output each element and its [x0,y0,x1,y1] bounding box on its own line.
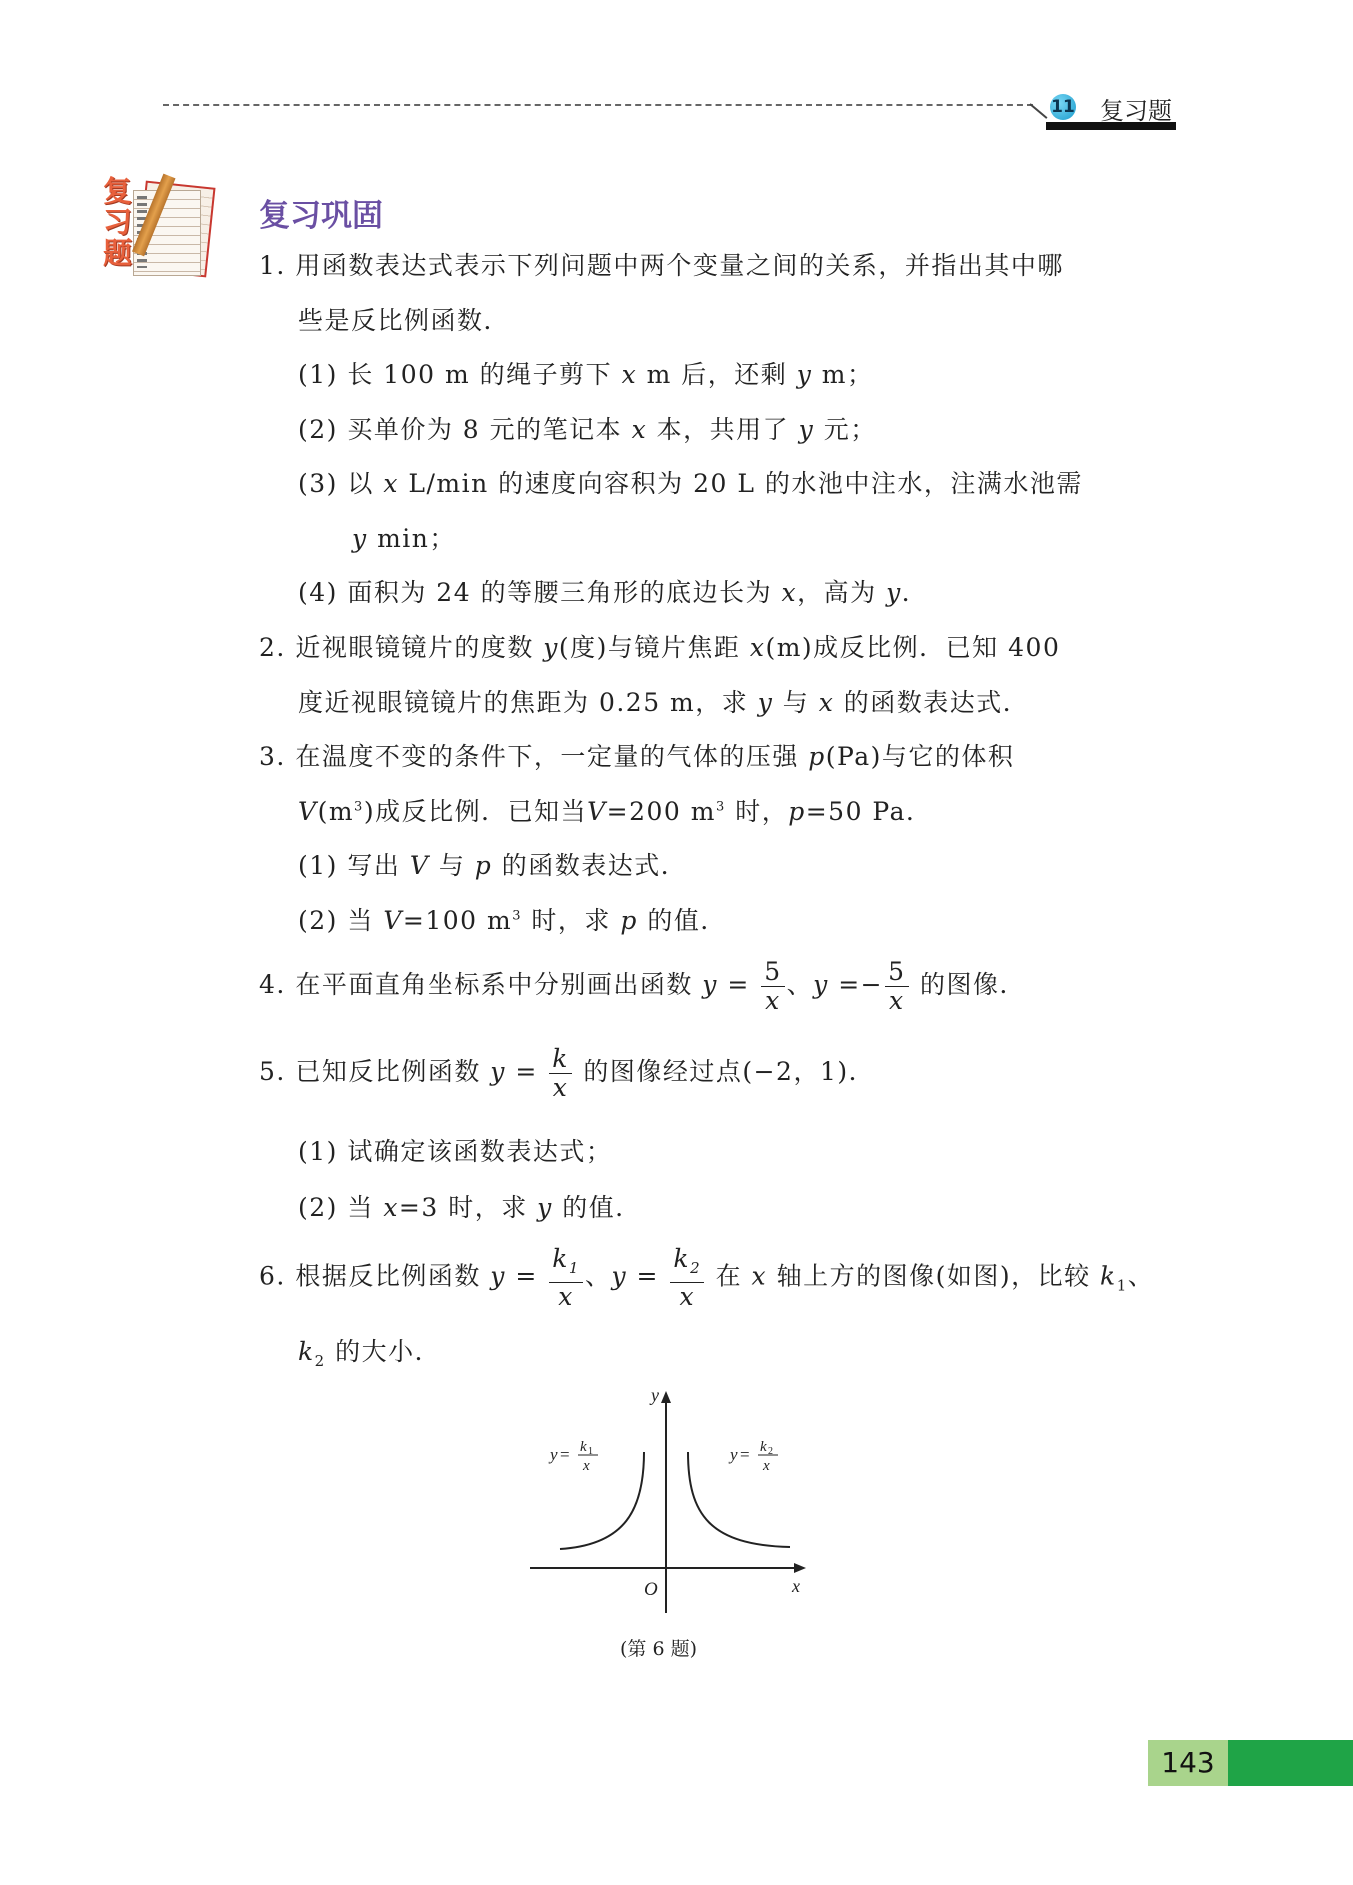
left-label-num: k [580,1439,587,1455]
left-label-den: x [583,1458,590,1474]
right-label-num: k [760,1439,767,1455]
text: 的图像． [910,970,1026,999]
problem-2-line-2 [298,683,1029,719]
var-y: y [813,970,829,999]
text: 元； [814,415,877,444]
problem-1-sub-2 [298,410,877,446]
text: 时，求 [521,906,621,935]
right-label-y: y [730,1445,738,1464]
text: 本，共用了 [647,415,799,444]
text: (m)成反比例．已知 400 [765,633,1061,662]
var-k: k [298,1337,315,1366]
text: =200 m [606,797,716,826]
text: (3) 以 [298,469,384,498]
var-p: p [788,797,806,826]
left-label-sub: 1 [588,1446,593,1457]
problem-3-line-1 [259,737,1014,773]
text: =100 m [402,906,513,935]
numerator: 5 [885,958,908,987]
problem-1-sub-1 [298,355,874,391]
text: 的函数表达式． [492,851,688,880]
problem-6-line-1 [259,1245,1154,1311]
text: 与 [429,851,475,880]
separator: 、 [584,1261,612,1291]
text: (m [317,797,355,826]
var-x: x [751,1261,768,1291]
var-p: p [474,851,493,880]
fraction [761,958,784,1015]
fraction [549,1045,572,1102]
numerator [670,1245,704,1283]
text: L/min 的速度向容积为 20 L 的水池中注水，注满水池需 [398,469,1083,498]
problem-3-sub-2 [298,901,727,937]
section-heading: 复习巩固 [259,198,383,234]
denominator: x [679,1282,696,1311]
chapter-title: 复习题 [1100,97,1172,125]
text: 轴上方的图像(如图)，比较 [767,1261,1101,1291]
problem-3-sub-1 [298,846,687,882]
subscript: 1 [568,1259,580,1277]
var-y: y [796,360,813,389]
var-y: y [352,524,368,553]
numerator: 5 [761,958,784,987]
text: (2) 当 [298,1193,384,1222]
text: 的函数表达式． [834,688,1030,717]
var-V: V [587,797,607,826]
separator: 、 [786,970,814,999]
text: min； [367,524,456,553]
text: 与 [773,688,819,717]
problem-3-line-2 [298,792,933,828]
var-y: y [798,415,815,444]
equals-sign: = [627,1261,669,1291]
problem-number: 5. [259,1057,286,1086]
equals-sign: = [505,1261,548,1291]
curve-k1 [560,1452,644,1549]
equals-minus: =− [828,970,884,999]
var-y: y [543,633,559,662]
text: m； [812,360,874,389]
text: (1) 长 100 m 的绳子剪下 [298,360,622,389]
problem-number: 1. [259,251,286,280]
var-V: V [409,851,430,880]
problem-5 [259,1045,875,1102]
problem-text: 用函数表达式表示下列问题中两个变量之间的关系，并指出其中哪 [295,251,1064,280]
figure-svg [520,1385,820,1615]
origin-label: O [644,1579,658,1600]
denominator: x [765,986,781,1015]
subscript: 2 [690,1259,702,1277]
text: 在 [706,1261,752,1291]
var-y: y [702,970,718,999]
right-label-sub: 2 [768,1446,773,1457]
text: 在温度不变的条件下，一定量的气体的压强 [295,742,809,771]
denominator: x [558,1282,574,1311]
text: 、 [1127,1261,1155,1291]
var-y: y [757,688,774,717]
text: 的大小． [325,1337,442,1366]
right-label-den: x [763,1458,770,1474]
var-y: y [537,1193,553,1222]
k: k [673,1244,691,1273]
problem-5-sub-1 [298,1132,612,1168]
var-p: p [620,906,638,935]
k: k [552,1244,569,1273]
superscript: 3 [512,908,522,924]
superscript: 3 [354,799,364,815]
header-dashed-rule [163,104,1033,106]
text: (2) 当 [298,906,384,935]
problem-4 [259,958,1026,1015]
text: =3 时，求 [398,1193,538,1222]
var-V: V [383,906,403,935]
problem-number: 2. [259,633,286,662]
text: (1) 写出 [298,851,410,880]
text: 近视眼镜镜片的度数 [295,633,544,662]
denominator: x [889,986,905,1015]
text: 的值． [637,906,727,935]
var-y: y [490,1261,506,1291]
fraction [885,958,908,1015]
y-axis-label: y [651,1385,659,1405]
text: 在平面直角坐标系中分别画出函数 [295,970,703,999]
text: 根据反比例函数 [295,1261,491,1291]
problem-2-line-1 [259,628,1060,664]
text: (度)与镜片焦距 [558,633,750,662]
problem-6-line-2 [298,1332,441,1370]
denominator: x [552,1073,569,1102]
fraction [670,1245,704,1311]
equals-sign: = [717,970,760,999]
problem-text: 些是反比例函数． [298,306,511,335]
review-badge [103,176,233,286]
text: (1) 试确定该函数表达式； [298,1137,613,1166]
var-y: y [490,1057,506,1086]
subscript: 1 [1116,1276,1128,1295]
text: 度近视眼镜镜片的焦距为 0.25 m，求 [298,688,758,717]
y-axis-arrow-icon [661,1391,671,1403]
text: 时， [725,797,789,826]
problem-number: 4. [259,970,286,999]
problem-number: 6. [259,1261,286,1291]
x-axis-arrow-icon [794,1563,806,1573]
header-slant-line [1029,103,1047,119]
var-k: k [1100,1261,1117,1291]
curve-k2 [688,1452,790,1547]
x-axis-label: x [792,1576,800,1596]
text: =50 Pa． [805,797,933,826]
var-x: x [818,688,835,717]
text: (4) 面积为 24 的等腰三角形的底边长为 [298,578,782,607]
figure-hyperbola [520,1385,820,1615]
text: )成反比例．已知当 [363,797,588,826]
numerator: k [549,1045,572,1074]
var-x: x [383,469,399,498]
text: (Pa)与它的体积 [825,742,1015,771]
text: ，高为 [797,578,887,607]
var-p: p [808,742,826,771]
problem-1-sub-4 [298,573,928,609]
text: 的值． [552,1193,642,1222]
equals-sign: = [505,1057,548,1086]
problem-1-sub-3 [298,464,1083,500]
superscript: 3 [715,799,726,815]
left-label-eq: = [560,1445,570,1464]
text: 的图像经过点(−2，1)． [573,1057,876,1086]
var-x: x [621,360,638,389]
var-x: x [749,633,766,662]
var-y: y [611,1261,628,1291]
figure-caption: (第 6 题) [620,1638,697,1660]
var-V: V [298,797,318,826]
fraction [549,1245,583,1311]
text: ． [901,578,929,607]
text: (2) 买单价为 8 元的笔记本 [298,415,632,444]
var-x: x [631,415,648,444]
problem-number: 3. [259,742,286,771]
page-number: 143 [1148,1740,1228,1786]
numerator [549,1245,583,1283]
chapter-number-badge: 11 [1050,94,1076,120]
right-label-eq: = [740,1445,750,1464]
page-number-bar [1228,1740,1353,1786]
review-badge-text: 复 习 题 [103,174,133,270]
text: m 后，还剩 [637,360,797,389]
var-y: y [886,578,902,607]
problem-1-line-2 [298,301,510,337]
problem-1-sub-3-cont [352,519,456,555]
text: 已知反比例函数 [295,1057,491,1086]
subscript: 2 [314,1352,326,1370]
var-x: x [383,1193,399,1222]
problem-1-line-1 [259,246,1064,282]
problem-5-sub-2 [298,1188,642,1224]
var-x: x [781,578,798,607]
left-label-y: y [550,1445,558,1464]
